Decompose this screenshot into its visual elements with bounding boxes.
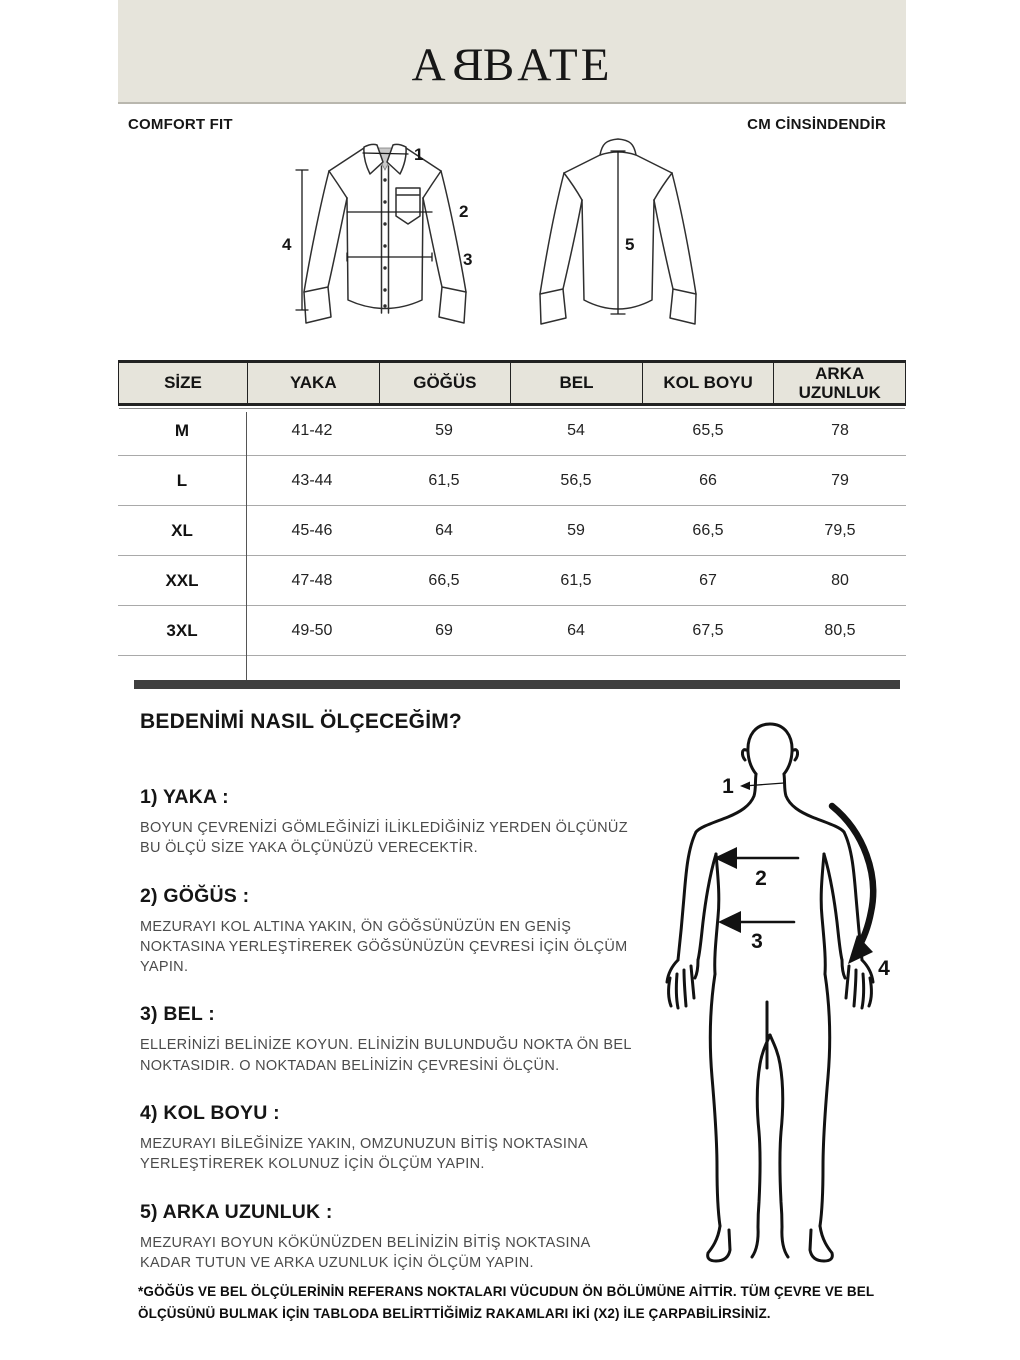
guide-section	[140, 1003, 632, 1076]
measurement-cell: 78	[831, 421, 849, 439]
size-cell: XXL	[165, 570, 199, 590]
column-header: SİZE	[164, 373, 202, 393]
right-ear	[794, 750, 798, 760]
guide-section-body: MEZURAYI BİLEĞİNİZE YAKIN, OMZUNUZUN BİTİŞ NOKTASINA YERLEŞTİREREK KOLUNUZ İÇİN ÖLÇÜM YAPIN.	[140, 1136, 588, 1173]
right-hand	[842, 960, 873, 1008]
measurement-cell: 66,5	[428, 571, 460, 589]
guide-section	[140, 1102, 632, 1175]
measuring-guide	[140, 710, 632, 1273]
measurement-cell: 79,5	[824, 521, 856, 539]
guide-section-heading: 5) ARKA UZUNLUK :	[140, 1200, 333, 1223]
table-row	[118, 556, 906, 606]
footnote: *GÖĞÜS VE BEL ÖLÇÜLERİNİN REFERANS NOKTALARI VÜCUDUN ÖN BÖLÜMÜNE AİTTİR. TÜM ÇEVRE VE BEL ÖLÇÜSÜNÜ BULMAK İÇİN TABLODA BELİRTTİĞİMİZ RAKAMLARI İKİ (X2) İLE ÇARPABİLİRSİNİZ.	[138, 1284, 874, 1321]
measurement-cell: 54	[567, 421, 585, 439]
back-length-line	[611, 151, 625, 314]
brand-logo	[411, 39, 613, 102]
left-cuff	[304, 287, 331, 323]
measurement-cell: 69	[435, 621, 453, 639]
size-table	[118, 360, 906, 656]
column-header: KOL BOYU	[642, 363, 774, 403]
chest-pocket	[396, 188, 420, 224]
measurement-cell: 64	[567, 621, 585, 639]
size-cell: M	[174, 420, 190, 440]
table-row	[118, 456, 906, 506]
guide-section-heading: 3) BEL :	[140, 1003, 215, 1026]
waist-number-label: 3	[463, 250, 473, 269]
guide-section-body: ELLERİNİZİ BELİNİZE KOYUN. ELİNİZİN BULUNDUĞU NOKTA ÖN BEL NOKTASIDIR. O NOKTADAN BELİNİZİN ÇEVRESİNİ ÖLÇÜN.	[140, 1037, 632, 1074]
guide-section	[140, 1201, 632, 1274]
column-header: BEL	[510, 363, 642, 403]
size-table-body	[118, 406, 906, 656]
left-hand	[667, 960, 698, 1008]
fit-label: COMFORT FIT	[128, 116, 233, 133]
back-left-cuff	[540, 289, 566, 324]
body-outline	[667, 724, 873, 1261]
guide-section	[140, 786, 632, 859]
figure-chest-label: 2	[755, 867, 767, 890]
armholes	[329, 171, 441, 198]
left-ear	[742, 750, 746, 760]
chest-number-label: 2	[459, 202, 469, 221]
measurement-cell: 67	[699, 571, 717, 589]
measurement-cell: 64	[435, 521, 453, 539]
guide-section-body: MEZURAYI KOL ALTINA YAKIN, ÖN GÖĞSÜNÜZÜN EN GENİŞ NOKTASINA YERLEŞTİREREK GÖĞSÜNÜZÜN ÇEVRESİ İÇİN ÖLÇÜM YAPIN.	[140, 918, 628, 976]
column-header: ARKA UZUNLUK	[773, 363, 905, 403]
measurement-cell: 43-44	[291, 471, 333, 489]
back-left-sleeve-outer	[540, 173, 564, 294]
guide-section-heading: 1) YAKA :	[140, 786, 229, 808]
shirt-body	[347, 198, 423, 309]
measurement-cell: 61,5	[428, 471, 460, 489]
guide-section-heading: 2) GÖĞÜS :	[140, 884, 250, 907]
size-cell: XL	[171, 520, 193, 540]
logo-mirrored-b: B	[448, 39, 483, 91]
left-sleeve-outer	[304, 171, 329, 292]
collar-number-label: 1	[414, 145, 424, 164]
measurement-cell: 45-46	[291, 521, 333, 539]
guide-sections	[140, 786, 632, 1273]
measurement-cell: 41-42	[291, 421, 333, 439]
right-sleeve-outer	[441, 171, 469, 292]
guide-section-heading: 4) KOL BOYU :	[140, 1102, 280, 1125]
logo-letter-a: A	[411, 39, 449, 91]
measurement-cell: 56,5	[560, 471, 592, 489]
measurement-cell: 79	[831, 471, 849, 489]
size-cell: 3XL	[166, 620, 198, 640]
measurement-cell: 49-50	[291, 621, 333, 639]
back-right-sleeve-outer	[672, 173, 696, 294]
buttons	[383, 178, 386, 307]
back-shirt-diagram	[518, 136, 720, 334]
figure-neck-label: 1	[722, 775, 734, 798]
brand-header	[118, 0, 906, 104]
guide-section-body: MEZURAYI BOYUN KÖKÜNÜZDEN BELİNİZİN BİTİŞ NOKTASINA KADAR TUTUN VE ARKA UZUNLUK İÇİN ÖLÇÜM YAPIN.	[140, 1234, 590, 1271]
measurement-cell: 80,5	[824, 621, 856, 639]
table-row	[118, 406, 906, 456]
measurement-cell: 59	[567, 521, 585, 539]
sleeve-measure-line	[296, 170, 308, 310]
back-length-number-label: 5	[625, 235, 635, 254]
body-figure	[660, 712, 940, 1272]
size-cell: L	[176, 470, 188, 490]
logo-rest: BATE	[482, 39, 613, 91]
right-cuff	[439, 287, 466, 323]
left-foot	[708, 1226, 730, 1261]
measurement-cell: 66	[699, 471, 717, 489]
right-foot-inner	[782, 1227, 788, 1257]
back-left-sleeve-inner	[563, 200, 582, 289]
measurement-cell: 66,5	[692, 521, 724, 539]
measurement-cell: 65,5	[692, 421, 724, 439]
guide-section-body: BOYUN ÇEVRENİZİ GÖMLEĞİNİZİ İLİKLEDİĞİNİZ YERDEN ÖLÇÜNÜZ BU ÖLÇÜ SİZE YAKA ÖLÇÜNÜZÜ VERECEKTİR.	[140, 820, 628, 857]
figure-waist-label: 3	[751, 930, 763, 953]
size-table-header-row	[118, 360, 906, 406]
meta-row	[128, 116, 886, 133]
figure-arrows	[714, 782, 873, 965]
size-column-divider	[246, 412, 247, 680]
measurement-cell: 59	[435, 421, 453, 439]
right-foot	[810, 1226, 832, 1261]
measurement-cell: 61,5	[560, 571, 592, 589]
column-header: GÖĞÜS	[379, 363, 511, 403]
back-right-sleeve-inner	[654, 200, 673, 289]
measurement-cell: 80	[831, 571, 849, 589]
sleeve-number-label: 4	[282, 235, 292, 254]
measurement-cell: 47-48	[291, 571, 333, 589]
back-right-cuff	[670, 289, 696, 324]
guide-section	[140, 885, 632, 978]
measurement-cell: 67,5	[692, 621, 724, 639]
table-row	[118, 606, 906, 656]
left-foot-inner	[752, 1227, 758, 1257]
table-footer-bar	[134, 680, 900, 689]
waist-measure-line	[347, 253, 432, 261]
figure-arm-label: 4	[878, 957, 890, 980]
guide-title: BEDENİMİ NASIL ÖLÇECEĞİM?	[140, 710, 462, 733]
table-row	[118, 506, 906, 556]
left-sleeve-inner	[328, 198, 347, 287]
front-shirt-diagram	[280, 136, 480, 334]
column-header: YAKA	[247, 363, 379, 403]
unit-label: CM CİNSİNDENDİR	[747, 116, 886, 133]
